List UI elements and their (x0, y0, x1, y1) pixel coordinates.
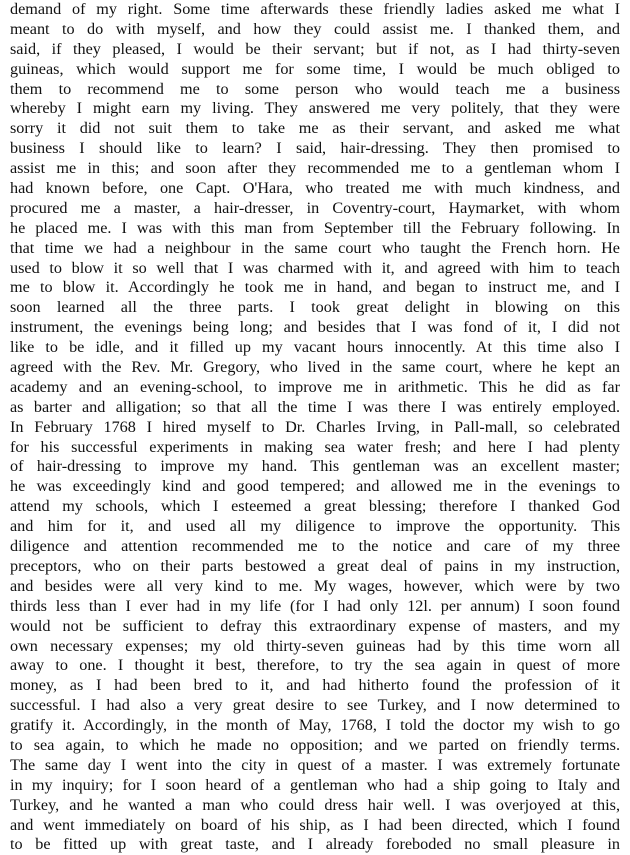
text-line: said, if they pleased, I would be their servant; but if not, as I had thirty-seven (10, 39, 620, 58)
body-text (10, 0, 620, 855)
text-line: demand of my right. Some time afterwards these friendly ladies asked me what I (10, 0, 620, 18)
text-line: would not be sufficient to defray this extraordinary expense of masters, and my (10, 616, 620, 635)
text-line: like to be idle, and it filled up my vacant hours innocently. At this time also I (10, 338, 620, 357)
text-line: money, as I had been bred to it, and had hitherto found the profession of it (10, 676, 620, 695)
text-line: and besides were all very kind to me. My wages, however, which were by two (10, 576, 620, 595)
text-line: had known before, one Capt. O'Hara, who treated me with much kindness, and (10, 179, 620, 198)
text-line: own necessary expenses; my old thirty-seven guineas had by this time worn all (10, 636, 620, 655)
text-line: and went immediately on board of his ship, as I had been directed, which I found (10, 815, 620, 834)
text-line: business I should like to learn? I said, hair-dressing. They then promised to (10, 139, 620, 158)
text-line: instrument, the evenings being long; and besides that I was fond of it, I did not (10, 318, 620, 337)
text-line: soon learned all the three parts. I took great delight in blowing on this (10, 298, 620, 317)
text-line: Turkey, and he wanted a man who could dress hair well. I was overjoyed at this, (10, 795, 620, 814)
text-line: academy and an evening-school, to improve me in arithmetic. This he did as far (10, 377, 620, 396)
text-line: he was exceedingly kind and good tempered; and allowed me in the evenings to (10, 477, 620, 496)
text-line: and him for it, and used all my diligence to improve the opportunity. This (10, 517, 620, 536)
text-line: of hair-dressing to improve my hand. This gentleman was an excellent master; (10, 457, 620, 476)
text-line: The same day I went into the city in quest of a master. I was extremely fortunate (10, 755, 620, 774)
text-line: that time we had a neighbour in the same court who taught the French horn. He (10, 238, 620, 257)
text-line: for his successful experiments in making sea water fresh; and here I had plenty (10, 437, 620, 456)
text-line: sorry it did not suit them to take me as their servant, and asked me what (10, 119, 620, 138)
text-line: diligence and attention recommended me to the notice and care of my three (10, 537, 620, 556)
text-line: as barter and alligation; so that all the time I was there I was entirely employed. (10, 397, 620, 416)
text-line: to be fitted up with great taste, and I already foreboded no small pleasure in (10, 835, 620, 854)
text-line: In February 1768 I hired myself to Dr. Charles Irving, in Pall-mall, so celebrated (10, 417, 620, 436)
text-line: used to blow it so well that I was charmed with it, and agreed with him to teach (10, 258, 620, 277)
text-line: them to recommend me to some person who would teach me a business (10, 79, 620, 98)
text-line: away to one. I thought it best, therefore, to try the sea again in quest of more (10, 656, 620, 675)
text-line: to sea again, to which he made no opposition; and we parted on friendly terms. (10, 735, 620, 754)
text-line: procured me a master, a hair-dresser, in Coventry-court, Haymarket, with whom (10, 198, 620, 217)
text-line: successful. I had also a very great desire to see Turkey, and I now determined to (10, 696, 620, 715)
text-line: attend my schools, which I esteemed a great blessing; therefore I thanked God (10, 497, 620, 516)
text-line: preceptors, who on their parts bestowed a great deal of pains in my instruction, (10, 556, 620, 575)
text-line: he placed me. I was with this man from September till the February following. In (10, 218, 620, 237)
text-line: agreed with the Rev. Mr. Gregory, who lived in the same court, where he kept an (10, 358, 620, 377)
text-line: guineas, which would support me for some time, I would be much obliged to (10, 59, 620, 78)
text-line: gratify it. Accordingly, in the month of May, 1768, I told the doctor my wish to go (10, 716, 620, 735)
text-line: thirds less than I ever had in my life (for I had only 12l. per annum) I soon found (10, 596, 620, 615)
text-line: in my inquiry; for I soon heard of a gentleman who had a ship going to Italy and (10, 775, 620, 794)
text-line: assist me in this; and soon after they recommended me to a gentleman whom I (10, 159, 620, 178)
text-line: me to blow it. Accordingly he took me in hand, and began to instruct me, and I (10, 278, 620, 297)
text-line: whereby I might earn my living. They answered me very politely, that they were (10, 99, 620, 118)
text-line: meant to do with myself, and how they could assist me. I thanked them, and (10, 19, 620, 38)
